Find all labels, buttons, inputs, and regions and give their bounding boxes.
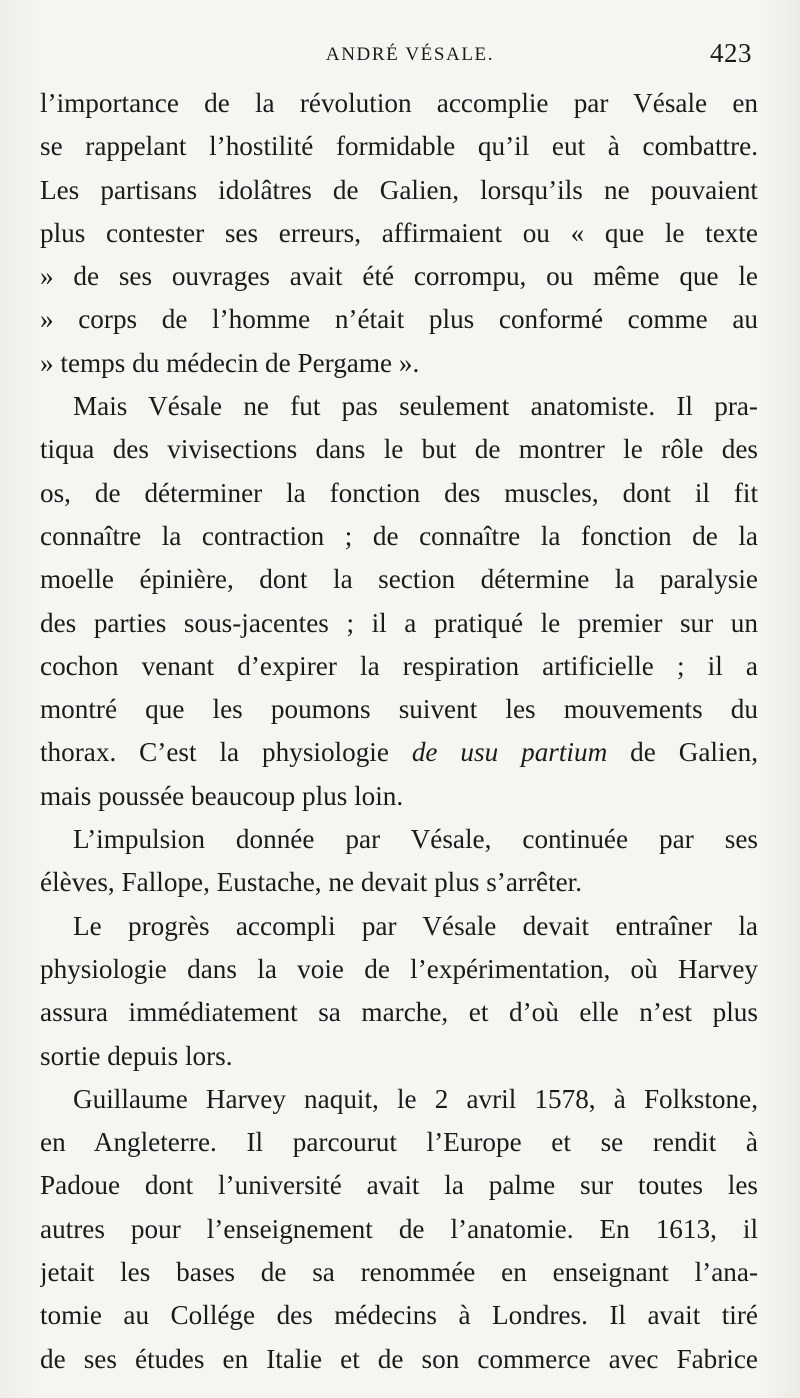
text-line: » temps du médecin de Pergame ». — [40, 347, 420, 378]
paragraph-progres — [40, 905, 758, 1078]
text-line: connaître la contraction ; de connaître la fonction de la — [40, 520, 758, 551]
paragraph-vivisections — [40, 385, 758, 818]
paragraph-impulsion — [40, 818, 758, 905]
text-line: Le progrès accompli par Vésale devait entraîner la — [73, 910, 758, 941]
text-fragment: thorax. C’est la physiologie — [40, 737, 412, 768]
text-line: sortie depuis lors. — [40, 1040, 233, 1071]
text-line: des parties sous-jacentes ; il a pratiqué le premier sur un — [40, 607, 758, 638]
text-line: tomie au Collége des médecins à Londres. Il avait tiré — [40, 1300, 758, 1331]
text-line: » corps de l’homme n’était plus conformé comme au — [40, 304, 758, 335]
page-header — [40, 38, 752, 72]
text-line: L’impulsion donnée par Vésale, continuée par ses — [73, 824, 758, 855]
text-line: mais poussée beaucoup plus loin. — [40, 780, 404, 811]
text-line: Mais Vésale ne fut pas seulement anatomiste. Il pra- — [73, 391, 758, 422]
text-line: autres pour l’enseignement de l’anatomie. En 1613, il — [40, 1213, 758, 1244]
page-number: 423 — [710, 38, 752, 68]
text-line: de ses études en Italie et de son commerce avec Fabrice — [40, 1343, 758, 1374]
text-line: jetait les bases de sa renommée en enseignant l’ana- — [40, 1257, 758, 1288]
text-line: cochon venant d’expirer la respiration artificielle ; il a — [40, 650, 758, 681]
italic-title: de usu partium — [411, 737, 608, 768]
text-line: Padoue dont l’université avait la palme sur toutes les — [40, 1170, 758, 1201]
text-line: Les partisans idolâtres de Galien, lorsqu’ils ne pouvaient — [40, 174, 758, 205]
text-line: moelle épinière, dont la section détermine la paralysie — [40, 564, 758, 595]
running-head: ANDRÉ VÉSALE. — [325, 44, 495, 65]
text-line-with-italic — [40, 731, 758, 774]
text-line: l’importance de la révolution accomplie par Vésale en — [40, 88, 758, 118]
text-line: Guillaume Harvey naquit, le 2 avril 1578, à Folkstone, — [73, 1083, 758, 1114]
paragraph-revolution — [40, 82, 758, 385]
text-line: plus contester ses erreurs, affirmaient ou « que le texte — [40, 217, 758, 248]
text-line: » de ses ouvrages avait été corrompu, ou même que le — [40, 261, 758, 292]
text-line: physiologie dans la voie de l’expérimentation, où Harvey — [40, 953, 758, 984]
text-line: en Angleterre. Il parcourut l’Europe et se rendit à — [40, 1127, 758, 1158]
text-line: assura immédiatement sa marche, et d’où elle n’est plus — [40, 997, 758, 1028]
text-line: os, de déterminer la fonction des muscles, dont il fit — [40, 477, 758, 508]
text-line: se rappelant l’hostilité formidable qu’il eut à combattre. — [40, 131, 758, 162]
text-line: élèves, Fallope, Eustache, ne devait plus s’arrêter. — [40, 867, 583, 898]
text-line: tiqua des vivisections dans le but de montrer le rôle des — [40, 434, 758, 465]
text-fragment: de Galien, — [607, 737, 758, 768]
text-line: montré que les poumons suivent les mouvements du — [40, 694, 758, 725]
paragraph-harvey — [40, 1078, 758, 1381]
body-text — [40, 82, 758, 1381]
